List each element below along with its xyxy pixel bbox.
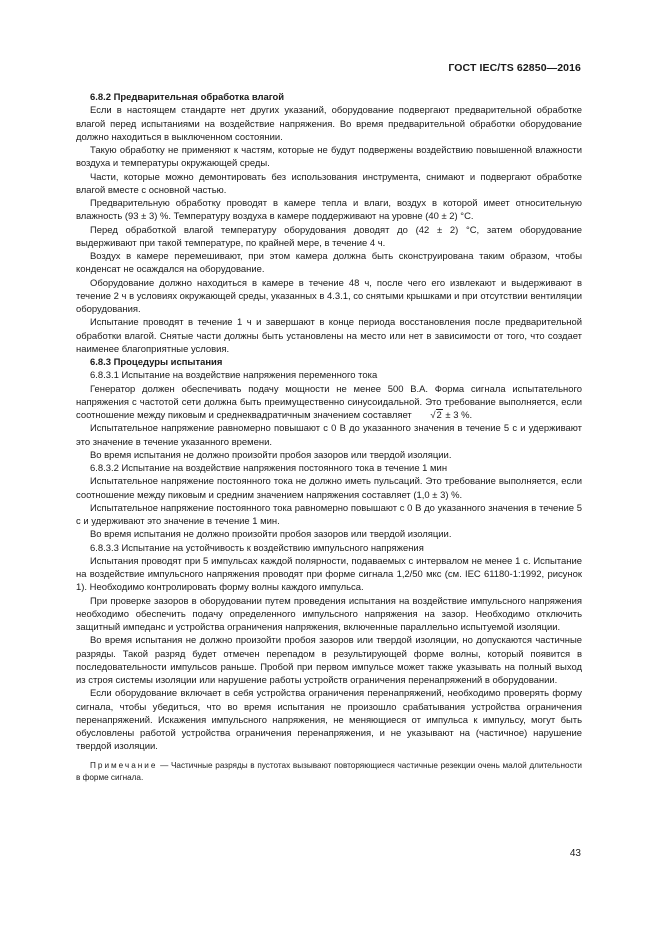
paragraph-part: ± 3 %. [442,410,473,421]
note [76,760,582,784]
paragraph: Если в настоящем стандарте нет других указаний, оборудование подвергают предварительной обработке влагой перед испытаниями на воздействие напряжения. Во время предварительной обработки оборудование должно находиться в выключенном состоянии. [76,105,582,143]
paragraph: Воздух в камере перемешивают, при этом камера должна быть сконструирована таким образом, чтобы конденсат не осаждался на оборудование. [76,251,582,276]
document-code: ГОСТ IEC/TS 62850—2016 [448,62,581,74]
paragraph: Перед обработкой влагой температуру оборудования доводят до (42 ± 2) °С, затем оборудование выдерживают при такой температуре, по крайней мере, в течение 4 ч. [76,224,582,249]
subsection-heading-6-8-3-2: 6.8.3.2 Испытание на воздействие напряжения постоянного тока в течение 1 мин [90,463,448,474]
paragraph: Предварительную обработку проводят в камере тепла и влаги, воздух в которой имеет относительную влажность (93 ± 3) %. Температуру воздуха в камере поддерживают на уровне (40 ± 2) °С. [76,198,582,223]
paragraph: Если оборудование включает в себя устройства ограничения перенапряжений, необходимо проверять форму сигнала, чтобы убедиться, что во время испытания не произошло срабатывания устройства ограничения перенапряжений. Искажения импульсного напряжения, не меняющиеся от импульса к импульсу, могут быть обусловлены работой устройства ограничения перенапряжения, и не указывают на (частичное) нарушение твердой изоляции. [76,688,582,753]
paragraph: Испытание проводят в течение 1 ч и завершают в конце периода восстановления после предварительной обработки влагой. Снятые части должны быть установлены на место или нет в зависимости от того, что создает наименее благоприятные условия. [76,317,582,355]
paragraph: Во время испытания не должно произойти пробоя зазоров или твердой изоляции, но допускаются частичные разряды. Такой разряд будет отмечен перепадом в результирующей форме волны, который появится в последовательности импульсов раньше. Пробой при первом импульсе может также указывать на полный выход из строя системы изоляции или нарушение работы устройств ограничения перенапряжений в оборудовании. [76,635,582,686]
subsection-heading-6-8-3-3: 6.8.3.3 Испытание на устойчивость к воздействию импульсного напряжения [90,542,424,554]
paragraph: Части, которые можно демонтировать без использования инструмента, снимают и подвергают обработке влагой вместе с основной частью. [76,171,582,196]
sqrt-expression [414,409,442,422]
document-body [76,91,582,792]
section-heading-6-8-2: 6.8.2 Предварительная обработка влагой [90,92,285,103]
note-text: — Частичные разряды в пустотах вызывают повторяющиеся частичные резекции очень малой длительности в форме сигнала. [76,760,582,782]
paragraph: Оборудование должно находиться в камере в течение 48 ч, после чего его извлекают и выдерживают в течение 2 ч в условиях окружающей среды, указанных в 4.3.1, со снятыми крышками и при отсутствии вентиляции оборудования. [76,277,582,315]
subsection-heading-6-8-3-1: 6.8.3.1 Испытание на воздействие напряжения переменного тока [90,370,378,382]
paragraph: Во время испытания не должно произойти пробоя зазоров или твердой изоляции. [90,529,452,541]
paragraph-part: Генератор должен обеспечивать подачу мощности не менее 500 В.А. Форма сигнала испытательного напряжения с частотой сети должна быть преимущественно синусоидальной. Это требование выполняется, если соотношение между пиковым и среднеквадратичным значением составляет [76,383,582,421]
paragraph-sqrt [76,383,582,423]
sqrt-radicand: 2 [436,410,442,421]
paragraph: При проверке зазоров в оборудовании путем проведения испытания на воздействие импульсного напряжения необходимо обеспечить подачу определенного импульсного напряжения на зазор. Необходимо отключить защитный импеданс и устройства ограничения напряжения, включенные параллельно испытуемой изоляции. [76,595,582,633]
sqrt-symbol: √ [430,410,436,421]
note-label: Примечание [90,760,158,770]
paragraph: Испытания проводят при 5 импульсах каждой полярности, подаваемых с интервалом не менее 1 с. Испытание на воздействие импульсного напряжения проводят при форме сигнала 1,2/50 мкс (см. IEC 61180-1:1992, рисунок 1). Необходимо контролировать форму волны каждого импульса. [76,555,582,594]
paragraph: Испытательное напряжение постоянного тока равномерно повышают с 0 В до указанного значения в течение 5 с и удерживают это значение в течение 1 мин. [76,502,582,527]
paragraph: Во время испытания не должно произойти пробоя зазоров или твердой изоляции. [90,449,452,461]
section-heading-6-8-3: 6.8.3 Процедуры испытания [90,357,223,368]
paragraph: Испытательное напряжение равномерно повышают с 0 В до указанного значения в течение 5 с и удерживают это значение в течение указанного времени. [76,423,582,448]
paragraph: Испытательное напряжение постоянного тока не должно иметь пульсаций. Это требование выполняется, если соотношение между пиковым и средним значением напряжения составляет (1,0 ± 3) %. [76,476,582,501]
page-number: 43 [569,848,581,859]
paragraph: Такую обработку не применяют к частям, которые не будут подвержены воздействию повышенной влажности воздуха и температуры окружающей среды. [76,145,582,170]
